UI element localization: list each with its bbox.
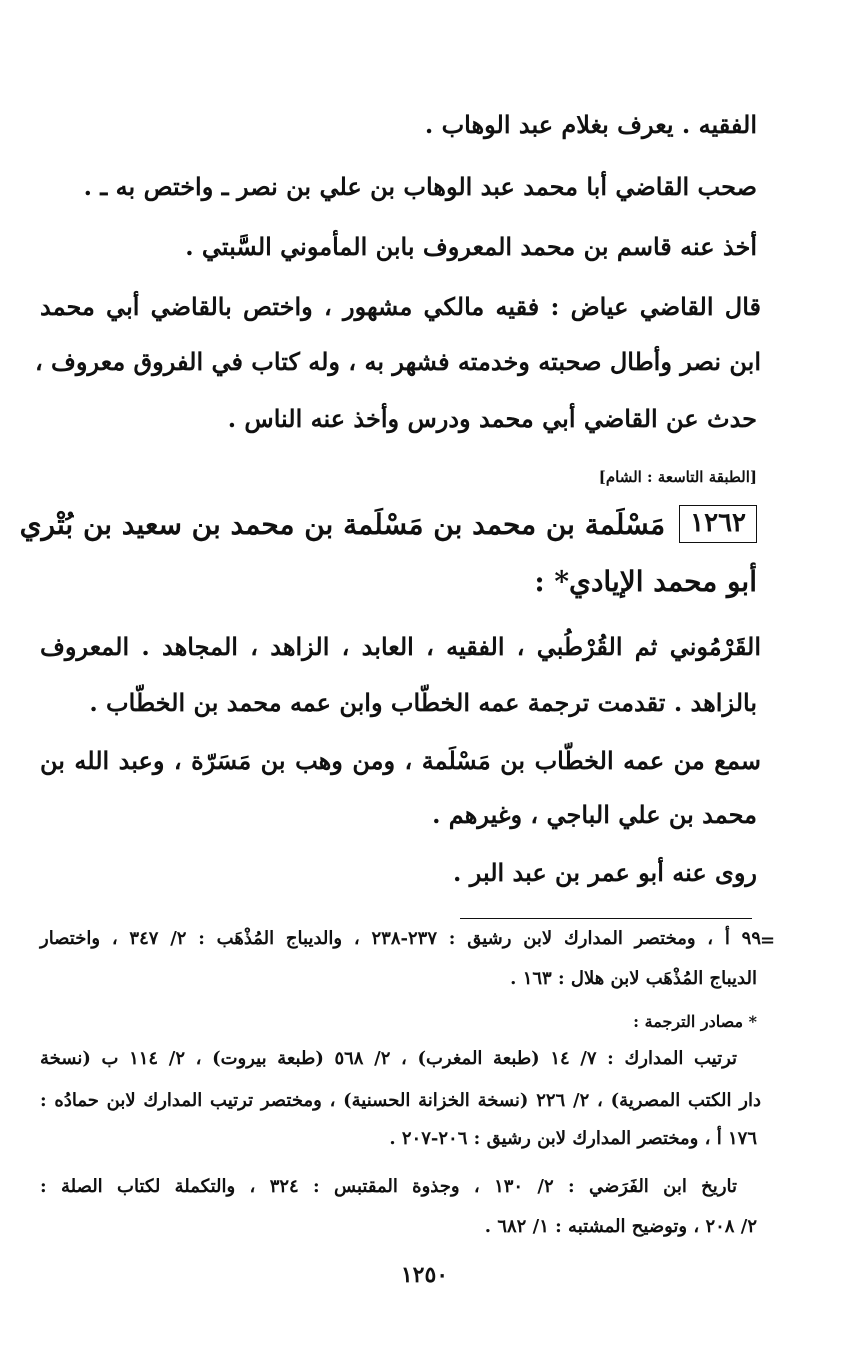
footnote-line: ٢/ ٢٠٨ ، وتوضيح المشتبه : ١/ ٦٨٢ . — [484, 1216, 757, 1237]
footnote-line: ٩٩ أ ، ومختصر المدارك لابن رشيق : ٢٣٧-٢٣٨ ، والديباج المُذْهَب : ٢/ ٣٤٧ ، واختصار — [40, 928, 762, 949]
text-line: ابن نصر وأطال صحبته وخدمته فشهر به ، وله كتاب في الفروق معروف ، — [34, 347, 761, 376]
footnote-line: تاريخ ابن الفَرَضي : ٢/ ١٣٠ ، وجذوة المقتبس : ٣٢٤ ، والتكملة لكتاب الصلة : — [40, 1176, 737, 1197]
footnote-divider — [460, 918, 752, 919]
page-number: ١٢٥٠ — [400, 1262, 449, 1288]
footnote-line: ١٧٦ أ ، ومختصر المدارك لابن رشيق : ٢٠٦-٢٠٧ . — [389, 1128, 757, 1149]
entry-heading — [19, 505, 757, 543]
text-line: الفقيه . يعرف بغلام عبد الوهاب . — [424, 110, 757, 139]
footnote-line: دار الكتب المصرية) ، ٢/ ٢٢٦ (نسخة الخزانة الحسنية) ، ومختصر ترتيب المدارك لابن حمادُه : — [40, 1090, 761, 1111]
section-tag: [الطبقة التاسعة : الشام] — [598, 468, 757, 486]
entry-title-line-2: أبو محمد الإيادي* : — [534, 565, 757, 598]
footnote-line: الديباج المُذْهَب لابن هلال : ١٦٣ . — [510, 968, 757, 989]
footnote-continuation-mark: = — [760, 930, 776, 951]
entry-number: ١٢٦٢ — [679, 505, 757, 543]
text-line: قال القاضي عياض : فقيه مالكي مشهور ، واختص بالقاضي أبي محمد — [40, 292, 761, 321]
text-line: محمد بن علي الباجي ، وغيرهم . — [432, 800, 757, 829]
entry-title-line-1: مَسْلَمة بن محمد بن مَسْلَمة بن محمد بن سعيد بن بُتْري — [19, 507, 666, 541]
text-line: سمع من عمه الخطّاب بن مَسْلَمة ، ومن وهب بن مَسَرّة ، وعبد الله بن — [40, 746, 761, 775]
text-line: أخذ عنه قاسم بن محمد المعروف بابن المأموني السَّبتي . — [185, 232, 757, 261]
footnote-heading: * مصادر الترجمة : — [633, 1012, 757, 1031]
text-line: صحب القاضي أبا محمد عبد الوهاب بن علي بن نصر ـ واختص به ـ . — [83, 172, 757, 201]
text-line: روى عنه أبو عمر بن عبد البر . — [453, 858, 757, 887]
text-line: القَرْمُوني ثم القُرْطُبي ، الفقيه ، العابد ، الزاهد ، المجاهد . المعروف — [40, 632, 761, 661]
text-line: بالزاهد . تقدمت ترجمة عمه الخطّاب وابن عمه محمد بن الخطّاب . — [89, 688, 757, 717]
footnote-line: ترتيب المدارك : ٧/ ١٤ (طبعة المغرب) ، ٢/ ٥٦٨ (طبعة بيروت) ، ٢/ ١١٤ ب (نسخة — [40, 1048, 738, 1069]
text-line: حدث عن القاضي أبي محمد ودرس وأخذ عنه الناس . — [227, 404, 757, 433]
